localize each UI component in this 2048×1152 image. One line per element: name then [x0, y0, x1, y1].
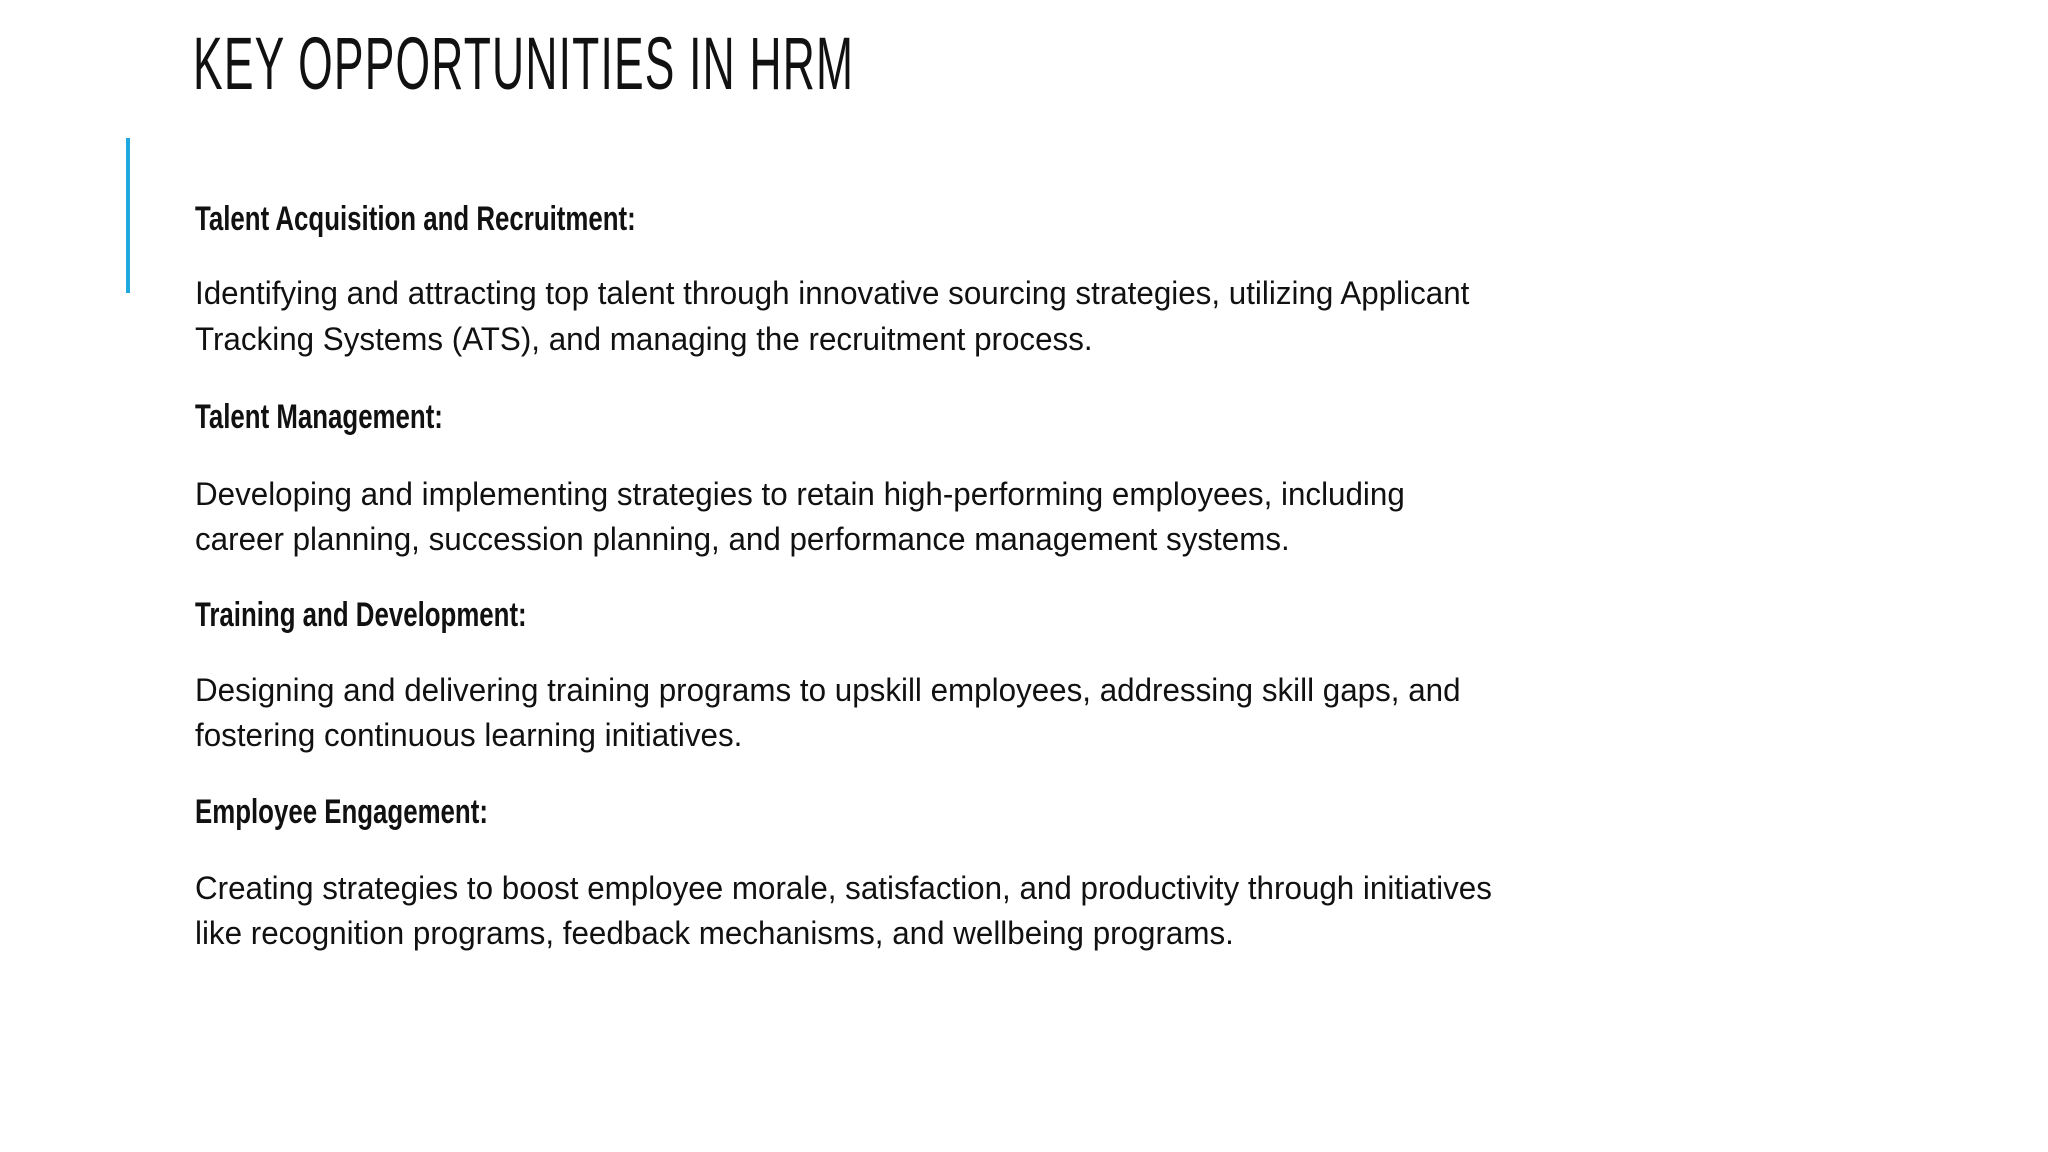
accent-bar: [126, 138, 130, 293]
section-body-line: Developing and implementing strategies to retain high-performing employees, including: [195, 476, 1405, 512]
section-body-line: Creating strategies to boost employee morale, satisfaction, and productivity through initiatives: [195, 870, 1492, 906]
section-heading-talent-acquisition: Talent Acquisition and Recruitment:: [195, 200, 636, 238]
section-body-line: Tracking Systems (ATS), and managing the recruitment process.: [195, 321, 1093, 357]
section-body-line: Identifying and attracting top talent through innovative sourcing strategies, utilizing Applicant: [195, 275, 1470, 311]
slide-title: KEY OPPORTUNITIES IN HRM: [193, 22, 855, 105]
section-body-line: like recognition programs, feedback mechanisms, and wellbeing programs.: [195, 915, 1234, 951]
section-body-line: career planning, succession planning, and performance management systems.: [195, 521, 1290, 557]
section-heading-employee-engagement: Employee Engagement:: [195, 793, 488, 831]
section-body-line: fostering continuous learning initiatives.: [195, 717, 743, 753]
section-heading-talent-management: Talent Management:: [195, 398, 443, 436]
section-heading-training-development: Training and Development:: [195, 596, 527, 634]
section-body-line: Designing and delivering training programs to upskill employees, addressing skill gaps, and: [195, 672, 1461, 708]
